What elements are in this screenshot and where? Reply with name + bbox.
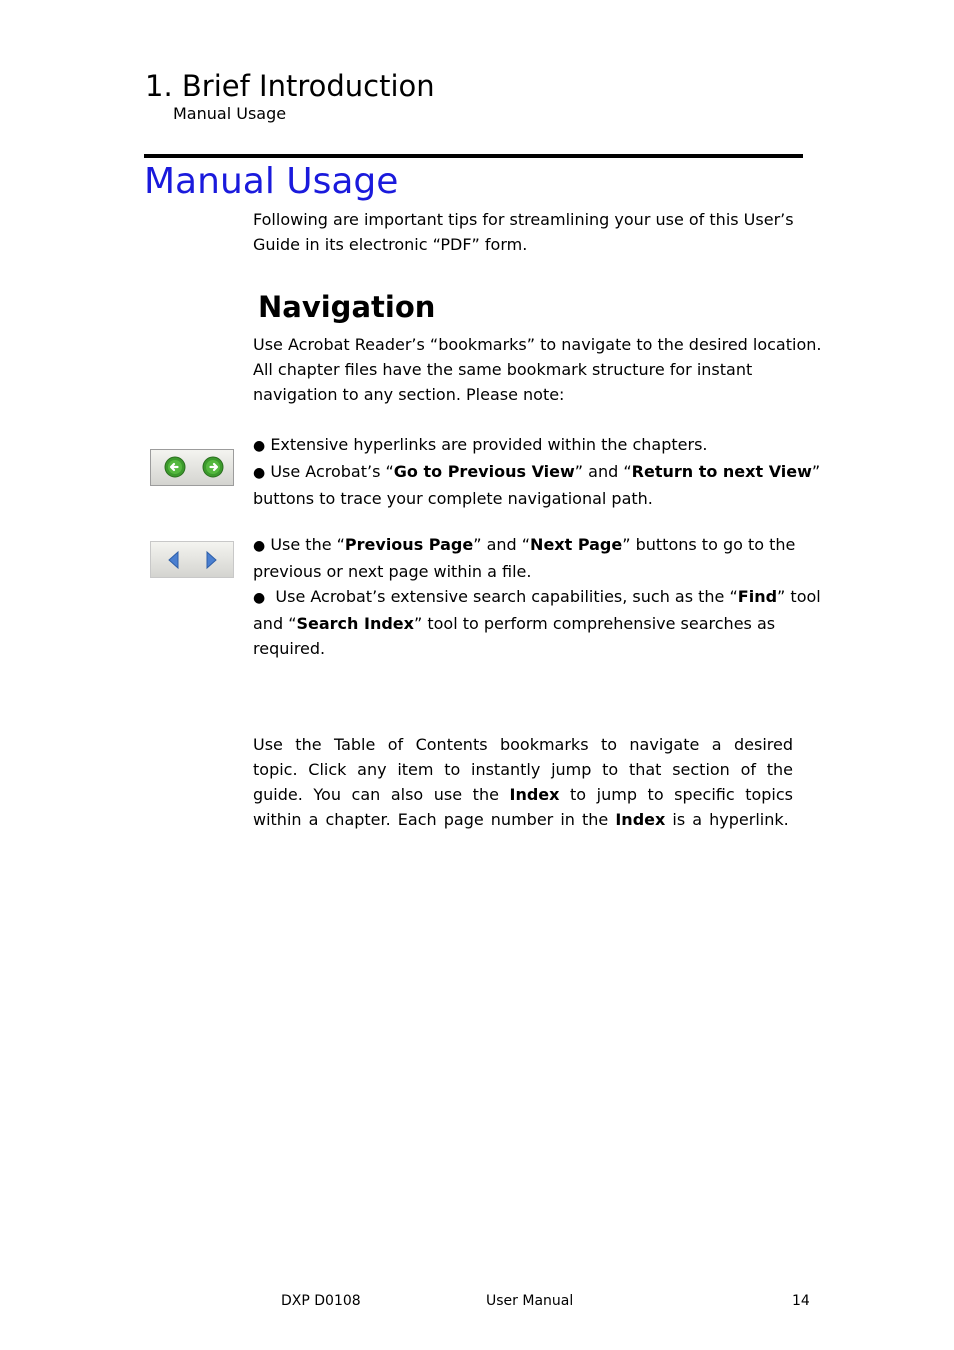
footer-doc-title: User Manual xyxy=(486,1293,574,1309)
toc-paragraph: Use the Table of Contents bookmarks to navigate a desired topic. Click any item to instantly jump to that section of the guide. You can also use the Index to jump to specific topics within a chapter. Each page number in the Index is a hyperlink. xyxy=(253,735,793,829)
return-to-next-view-icon[interactable] xyxy=(202,456,224,478)
chapter-subtitle: Manual Usage xyxy=(173,104,287,123)
bullet-icon: ● xyxy=(253,590,266,606)
page-navigation-buttons xyxy=(150,541,234,578)
chapter-title: 1. Brief Introduction xyxy=(145,69,435,103)
footer-doc-id: DXP D0108 xyxy=(281,1293,361,1309)
navigation-heading: Navigation xyxy=(258,290,436,324)
bullet-icon: ● xyxy=(253,538,266,554)
bullet-view-buttons: ● Use Acrobat’s “Go to Previous View” and “Return to next View” buttons to trace your complete navigational path. xyxy=(253,462,821,508)
next-page-icon[interactable] xyxy=(200,549,222,571)
bullet-page-buttons: ● Use the “Previous Page” and “Next Page” buttons to go to the previous or next page within a file. xyxy=(253,535,796,581)
footer-page-number: 14 xyxy=(792,1293,810,1309)
section-divider xyxy=(144,154,803,158)
bullet-hyperlinks: ● Extensive hyperlinks are provided within the chapters. xyxy=(253,435,708,454)
previous-page-icon[interactable] xyxy=(163,549,185,571)
section-title: Manual Usage xyxy=(144,161,399,202)
bullet-icon: ● xyxy=(253,438,266,454)
intro-paragraph: Following are important tips for streamlining your use of this User’s Guide in its electronic “PDF” form. xyxy=(253,210,794,254)
bullet-icon: ● xyxy=(253,465,266,481)
bullet-group-pages xyxy=(253,532,823,661)
bullet-search: ● Use Acrobat’s extensive search capabilities, such as the “Find” tool and “Search Index” tool to perform comprehensive searches as required. xyxy=(253,587,821,658)
view-navigation-buttons xyxy=(150,449,234,486)
bullet-group-views xyxy=(253,432,823,511)
go-to-previous-view-icon[interactable] xyxy=(164,456,186,478)
navigation-paragraph: Use Acrobat Reader’s “bookmarks” to navigate to the desired location. All chapter files have the same bookmark structure for instant navigation to any section. Please note: xyxy=(253,335,822,404)
